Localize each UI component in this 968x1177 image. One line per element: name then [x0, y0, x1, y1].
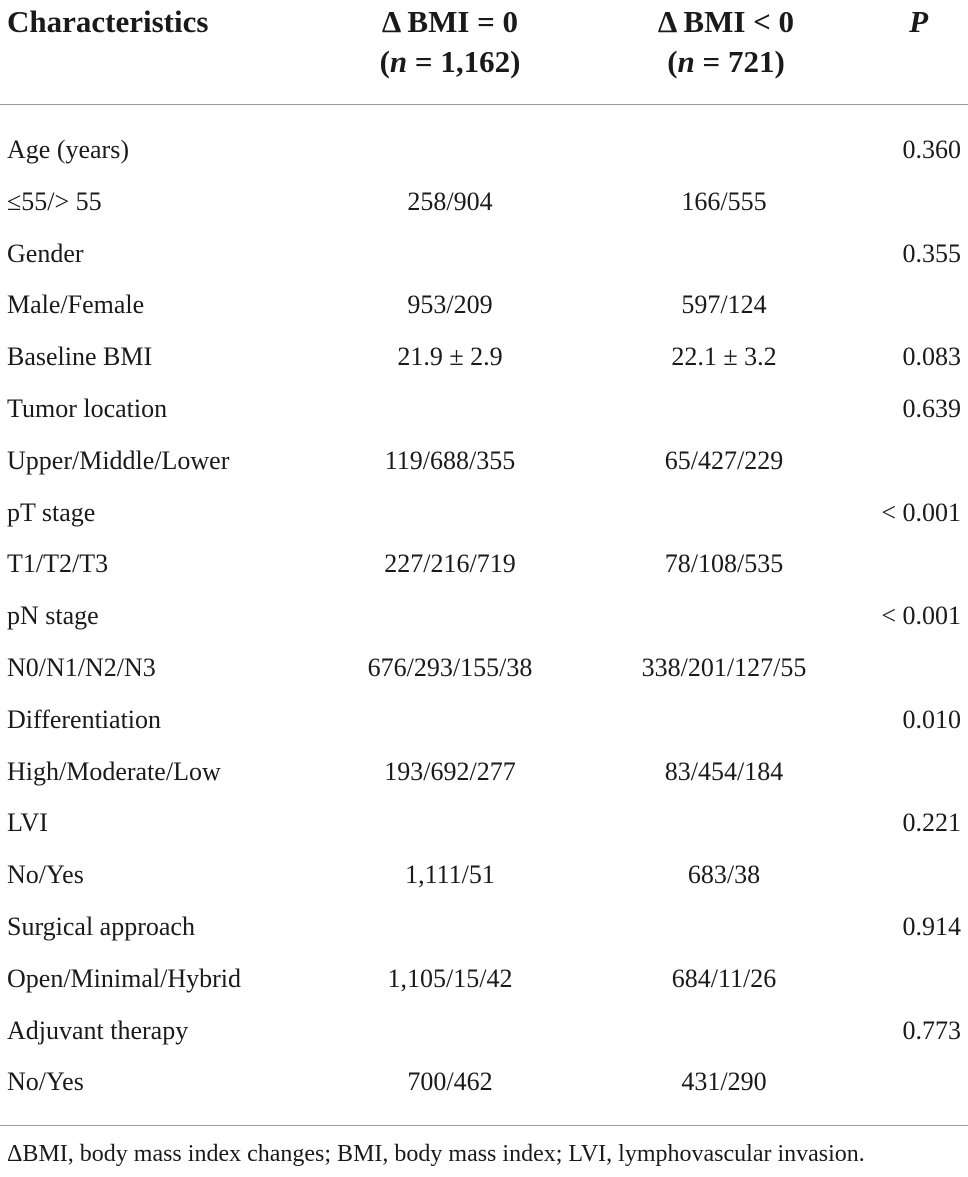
table-row: [0, 228, 968, 280]
row-label: pN stage: [7, 601, 99, 631]
row-bmi-negative: 166/555: [681, 186, 767, 216]
table-row: [0, 849, 968, 901]
header-delta-bmi-zero: [300, 2, 600, 82]
header-delta-bmi-negative-title: Δ BMI < 0: [657, 4, 795, 39]
table-header: [0, 0, 968, 105]
table-row: [0, 279, 968, 331]
row-bmi-negative: 683/38: [687, 860, 761, 890]
table-row: [0, 383, 968, 435]
header-delta-bmi-negative-n: (n = 721): [667, 44, 785, 79]
row-label: Surgical approach: [7, 911, 195, 941]
row-p-value: 0.773: [902, 1015, 961, 1045]
row-bmi-negative: 338/201/127/55: [641, 652, 807, 682]
row-label: No/Yes: [7, 860, 84, 890]
header-delta-bmi-negative: [576, 2, 876, 82]
row-label: Adjuvant therapy: [7, 1015, 189, 1045]
table-row: [0, 538, 968, 590]
row-bmi-negative: 65/427/229: [664, 445, 784, 475]
row-p-value: 0.083: [902, 342, 961, 372]
row-bmi-zero: 193/692/277: [384, 756, 516, 786]
row-bmi-negative: 597/124: [681, 290, 767, 320]
table-bottom-rule: [0, 1125, 968, 1126]
row-bmi-zero: 676/293/155/38: [367, 652, 533, 682]
table-body: [0, 124, 968, 1108]
row-bmi-zero: 1,111/51: [405, 860, 495, 890]
row-label: Age (years): [7, 135, 129, 164]
row-bmi-zero: 700/462: [407, 1067, 493, 1097]
row-bmi-zero: 1,105/15/42: [387, 963, 513, 993]
row-label: LVI: [7, 808, 48, 838]
header-characteristics: Characteristics: [7, 4, 209, 39]
header-n-label: n: [389, 44, 408, 79]
row-label: Tumor location: [7, 393, 168, 423]
row-label: Gender: [7, 238, 84, 268]
row-label: Baseline BMI: [7, 342, 153, 372]
row-bmi-zero: 119/688/355: [384, 445, 516, 475]
row-p-value: 0.639: [902, 393, 961, 423]
row-bmi-negative: 684/11/26: [671, 963, 777, 993]
table-row: [0, 901, 968, 953]
row-bmi-zero: 227/216/719: [384, 549, 516, 579]
table-row: [0, 1005, 968, 1057]
table-row: [0, 1056, 968, 1108]
row-p-value: 0.010: [902, 704, 961, 734]
table-row: [0, 694, 968, 746]
row-bmi-zero: 258/904: [407, 186, 493, 216]
table-row: [0, 746, 968, 798]
header-n-value: = 1,162): [414, 44, 521, 79]
table-footnote: ΔBMI, body mass index changes; BMI, body mass index; LVI, lymphovascular invasion.: [7, 1141, 865, 1167]
table-row: [0, 590, 968, 642]
row-p-value: 0.221: [902, 808, 961, 838]
row-label: No/Yes: [7, 1067, 84, 1097]
table-row: [0, 487, 968, 539]
table-row: [0, 435, 968, 487]
row-label: T1/T2/T3: [7, 549, 109, 579]
row-p-value: 0.360: [902, 135, 961, 164]
row-label: Upper/Middle/Lower: [7, 445, 230, 475]
header-n-value: = 721): [702, 44, 785, 79]
row-bmi-negative: 431/290: [681, 1067, 767, 1097]
header-p-value: P: [909, 4, 928, 39]
table-row: [0, 331, 968, 383]
table-row: [0, 642, 968, 694]
row-p-value: < 0.001: [881, 601, 961, 631]
row-bmi-negative: 78/108/535: [664, 549, 784, 579]
row-p-value: < 0.001: [881, 497, 961, 527]
row-label: High/Moderate/Low: [7, 756, 221, 786]
row-label: pT stage: [7, 497, 96, 527]
row-bmi-zero: 21.9 ± 2.9: [397, 342, 503, 372]
row-bmi-negative: 22.1 ± 3.2: [671, 342, 777, 372]
table-row: [0, 124, 968, 176]
table-row: [0, 953, 968, 1005]
row-bmi-zero: 953/209: [407, 290, 493, 320]
row-label: Differentiation: [7, 704, 162, 734]
row-bmi-negative: 83/454/184: [664, 756, 784, 786]
table-row: [0, 797, 968, 849]
row-label: Open/Minimal/Hybrid: [7, 963, 241, 993]
header-n-label: n: [677, 44, 695, 79]
header-delta-bmi-zero-n: (n = 1,162): [379, 44, 521, 79]
row-label: N0/N1/N2/N3: [7, 652, 156, 682]
row-label: ≤55/> 55: [7, 186, 102, 216]
row-p-value: 0.914: [902, 911, 961, 941]
table-row: [0, 176, 968, 228]
header-delta-bmi-zero-title: Δ BMI = 0: [381, 4, 519, 39]
row-p-value: 0.355: [902, 238, 961, 268]
row-label: Male/Female: [7, 290, 145, 320]
